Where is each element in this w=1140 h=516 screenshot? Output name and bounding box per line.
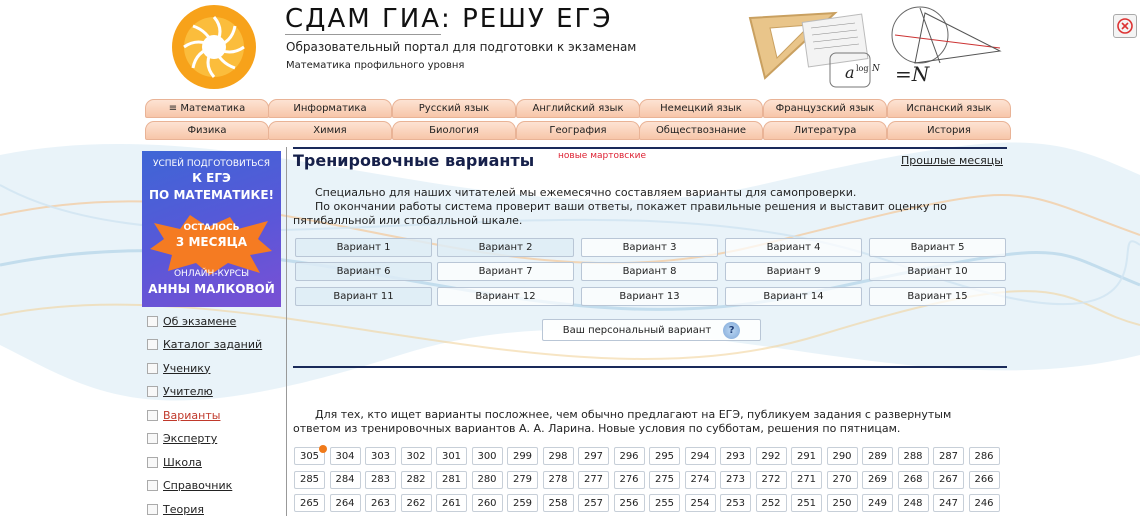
larin-variant-button[interactable]: 281 [436, 471, 467, 489]
variant-button[interactable]: Вариант 6 [295, 262, 432, 281]
intro-text-2: По окончании работы система проверит ваши ответы, покажет правильные решения и выставит оценку по пятибалльной или стобалльной шкале. [293, 200, 947, 227]
larin-variant-button[interactable]: 255 [649, 494, 680, 512]
larin-variant-button[interactable]: 267 [933, 471, 964, 489]
larin-variant-button[interactable]: 254 [685, 494, 716, 512]
variant-button[interactable]: Вариант 3 [581, 238, 718, 257]
variant-button[interactable]: Вариант 10 [869, 262, 1006, 281]
subject-tab[interactable]: Биология [392, 121, 516, 140]
subject-tab[interactable]: Литература [763, 121, 887, 140]
promo-burst-line-2: 3 МЕСЯЦА [175, 235, 248, 249]
sidebar-item-label: Ученику [163, 361, 211, 375]
sidebar-item[interactable] [147, 407, 220, 423]
larin-variant-button[interactable]: 285 [294, 471, 325, 489]
subject-tab[interactable]: Французский язык [763, 99, 887, 118]
checkbox-icon [147, 480, 158, 491]
larin-variant-button[interactable]: 305 [294, 447, 325, 465]
larin-variant-button[interactable]: 301 [436, 447, 467, 465]
sidebar-item[interactable] [147, 313, 236, 329]
subject-tab[interactable]: Немецкий язык [639, 99, 763, 118]
larin-variant-button[interactable]: 286 [969, 447, 1000, 465]
larin-variant-button[interactable]: 291 [791, 447, 822, 465]
larin-text-1: Для тех, кто ищет варианты посложнее, чем обычно предлагают на ЕГЭ, публикуем задания с развернутым [315, 408, 952, 421]
larin-variant-button[interactable]: 293 [720, 447, 751, 465]
variant-button[interactable]: Вариант 14 [725, 287, 862, 306]
larin-variant-button[interactable]: 253 [720, 494, 751, 512]
title-underline [285, 34, 441, 35]
larin-variant-button[interactable]: 292 [756, 447, 787, 465]
sidebar-item[interactable] [147, 431, 217, 447]
larin-variant-button[interactable]: 275 [649, 471, 680, 489]
sidebar-item-label: Об экзамене [163, 314, 237, 328]
checkbox-icon [147, 433, 158, 444]
sidebar-item[interactable] [147, 384, 213, 400]
promo-line-5: АННЫ МАЛКОВОЙ [148, 282, 275, 296]
larin-variant-button[interactable]: 300 [472, 447, 503, 465]
new-tag: новые мартовские [558, 151, 647, 161]
larin-variant-button[interactable]: 284 [330, 471, 361, 489]
personal-variant-button[interactable] [542, 319, 761, 341]
subject-tab[interactable]: История [887, 121, 1011, 140]
sidebar-item[interactable] [147, 478, 232, 494]
larin-variant-button[interactable]: 287 [933, 447, 964, 465]
sidebar-item-label: Варианты [163, 408, 221, 422]
larin-variant-button[interactable]: 265 [294, 494, 325, 512]
larin-variant-button[interactable]: 276 [614, 471, 645, 489]
formula-base: a [845, 63, 855, 82]
larin-variant-button[interactable]: 277 [578, 471, 609, 489]
variant-button[interactable]: Вариант 12 [437, 287, 574, 306]
sidebar-item-label: Справочник [163, 479, 233, 492]
page-title: Тренировочные варианты [293, 151, 535, 170]
subject-tab[interactable]: Информатика [268, 99, 392, 118]
subject-tab[interactable]: Физика [145, 121, 269, 140]
larin-variant-button[interactable]: 273 [720, 471, 751, 489]
promo-line-2: К ЕГЭ [192, 171, 231, 185]
larin-variant-button[interactable]: 297 [578, 447, 609, 465]
variant-button[interactable]: Вариант 5 [869, 238, 1006, 257]
subject-tab[interactable]: Русский язык [392, 99, 516, 118]
larin-variant-button[interactable]: 251 [791, 494, 822, 512]
larin-variant-button[interactable]: 262 [401, 494, 432, 512]
checkbox-icon [147, 316, 158, 327]
checkbox-icon [147, 410, 158, 421]
promo-burst-line-1: ОСТАЛОСЬ [183, 223, 240, 233]
sidebar-divider [286, 147, 287, 516]
larin-variant-button[interactable]: 302 [401, 447, 432, 465]
sidebar-item-label: Каталог заданий [163, 338, 263, 351]
subject-tab[interactable]: Испанский язык [887, 99, 1011, 118]
site-title[interactable]: СДАМ ГИА: РЕШУ ЕГЭ [285, 4, 613, 34]
larin-variant-button[interactable]: 252 [756, 494, 787, 512]
help-icon[interactable]: ? [723, 322, 740, 339]
larin-variant-button[interactable]: 269 [862, 471, 893, 489]
larin-variant-button[interactable]: 303 [365, 447, 396, 465]
larin-variant-button[interactable]: 304 [330, 447, 361, 465]
site-subtitle: Образовательный портал для подготовки к экзаменам [286, 40, 637, 54]
variant-button[interactable]: Вариант 9 [725, 262, 862, 281]
variant-button[interactable]: Вариант 2 [437, 238, 574, 257]
formula-n: N [872, 64, 880, 74]
past-months-link[interactable]: Прошлые месяцы [901, 154, 1003, 167]
promo-banner[interactable] [142, 151, 281, 307]
personal-variant-label: Ваш персональный вариант [562, 324, 712, 336]
checkbox-icon [147, 339, 158, 350]
sun-logo-icon[interactable] [170, 3, 258, 91]
larin-variant-button[interactable]: 266 [969, 471, 1000, 489]
formula-log: log [856, 64, 869, 73]
subject-tab[interactable]: Химия [268, 121, 392, 140]
math-collage-image [745, 3, 1005, 93]
variant-button[interactable]: Вариант 8 [581, 262, 718, 281]
larin-variant-button[interactable]: 260 [472, 494, 503, 512]
larin-variant-button[interactable]: 294 [685, 447, 716, 465]
larin-variant-button[interactable]: 282 [401, 471, 432, 489]
larin-variant-button[interactable]: 250 [827, 494, 858, 512]
larin-variant-button[interactable]: 257 [578, 494, 609, 512]
larin-variant-button[interactable]: 246 [969, 494, 1000, 512]
variant-button[interactable]: Вариант 1 [295, 238, 432, 257]
larin-variant-button[interactable]: 279 [507, 471, 538, 489]
sidebar-item[interactable] [147, 454, 202, 470]
close-button[interactable] [1113, 14, 1137, 38]
checkbox-icon [147, 504, 158, 515]
close-icon [1117, 18, 1133, 34]
formula-rhs: =N [895, 62, 930, 86]
larin-variant-button[interactable]: 298 [543, 447, 574, 465]
variant-button[interactable]: Вариант 11 [295, 287, 432, 306]
larin-variant-button[interactable]: 283 [365, 471, 396, 489]
larin-variant-button[interactable]: 259 [507, 494, 538, 512]
larin-variant-button[interactable]: 296 [614, 447, 645, 465]
variant-button[interactable]: Вариант 13 [581, 287, 718, 306]
larin-variant-button[interactable]: 290 [827, 447, 858, 465]
larin-variant-button[interactable]: 248 [898, 494, 929, 512]
larin-variant-button[interactable]: 261 [436, 494, 467, 512]
main-mid-rule [293, 366, 1007, 368]
subject-tab[interactable]: Обществознание [639, 121, 763, 140]
promo-line-3: ПО МАТЕМАТИКЕ! [149, 188, 274, 202]
larin-variant-button[interactable]: 258 [543, 494, 574, 512]
new-indicator-dot [319, 445, 327, 453]
sidebar-item-label: Эксперту [163, 432, 218, 445]
larin-variant-button[interactable]: 263 [365, 494, 396, 512]
checkbox-icon [147, 386, 158, 397]
larin-variant-button[interactable]: 289 [862, 447, 893, 465]
checkbox-icon [147, 363, 158, 374]
subject-tab[interactable]: География [516, 121, 640, 140]
larin-variant-button[interactable]: 270 [827, 471, 858, 489]
larin-variant-button[interactable]: 249 [862, 494, 893, 512]
sidebar-item-label: Школа [163, 455, 202, 469]
sidebar-item-label: Теория [163, 502, 204, 516]
larin-variant-button[interactable]: 264 [330, 494, 361, 512]
variant-button[interactable]: Вариант 4 [725, 238, 862, 257]
sidebar-item[interactable] [147, 360, 210, 376]
variant-button[interactable]: Вариант 7 [437, 262, 574, 281]
subject-tab[interactable]: Английский язык [516, 99, 640, 118]
sidebar-item[interactable] [147, 337, 262, 353]
larin-variant-button[interactable]: 299 [507, 447, 538, 465]
larin-variant-button[interactable]: 272 [756, 471, 787, 489]
sidebar-item[interactable] [147, 501, 204, 516]
larin-variant-button[interactable]: 271 [791, 471, 822, 489]
checkbox-icon [147, 457, 158, 468]
variant-button[interactable]: Вариант 15 [869, 287, 1006, 306]
larin-variant-button[interactable]: 256 [614, 494, 645, 512]
promo-line-1: УСПЕЙ ПОДГОТОВИТЬСЯ [153, 159, 270, 169]
intro-text-1: Специально для наших читателей мы ежемесячно составляем варианты для самопроверки. [315, 186, 857, 199]
larin-text-2: ответом из тренировочных вариантов А. А. Ларина. Новые условия по субботам, решения по пятницам. [293, 422, 901, 435]
main-top-rule [293, 147, 1007, 149]
larin-variant-button[interactable]: 280 [472, 471, 503, 489]
larin-variant-button[interactable]: 268 [898, 471, 929, 489]
larin-variant-button[interactable]: 274 [685, 471, 716, 489]
site-subject: Математика профильного уровня [286, 60, 465, 71]
subject-tab[interactable]: ≡ Математика [145, 99, 269, 118]
promo-line-4: ОНЛАЙН-КУРСЫ [173, 269, 250, 279]
larin-variant-button[interactable]: 295 [649, 447, 680, 465]
sidebar-item-label: Учителю [163, 385, 213, 398]
larin-variant-button[interactable]: 247 [933, 494, 964, 512]
larin-variant-button[interactable]: 288 [898, 447, 929, 465]
larin-variant-button[interactable]: 278 [543, 471, 574, 489]
